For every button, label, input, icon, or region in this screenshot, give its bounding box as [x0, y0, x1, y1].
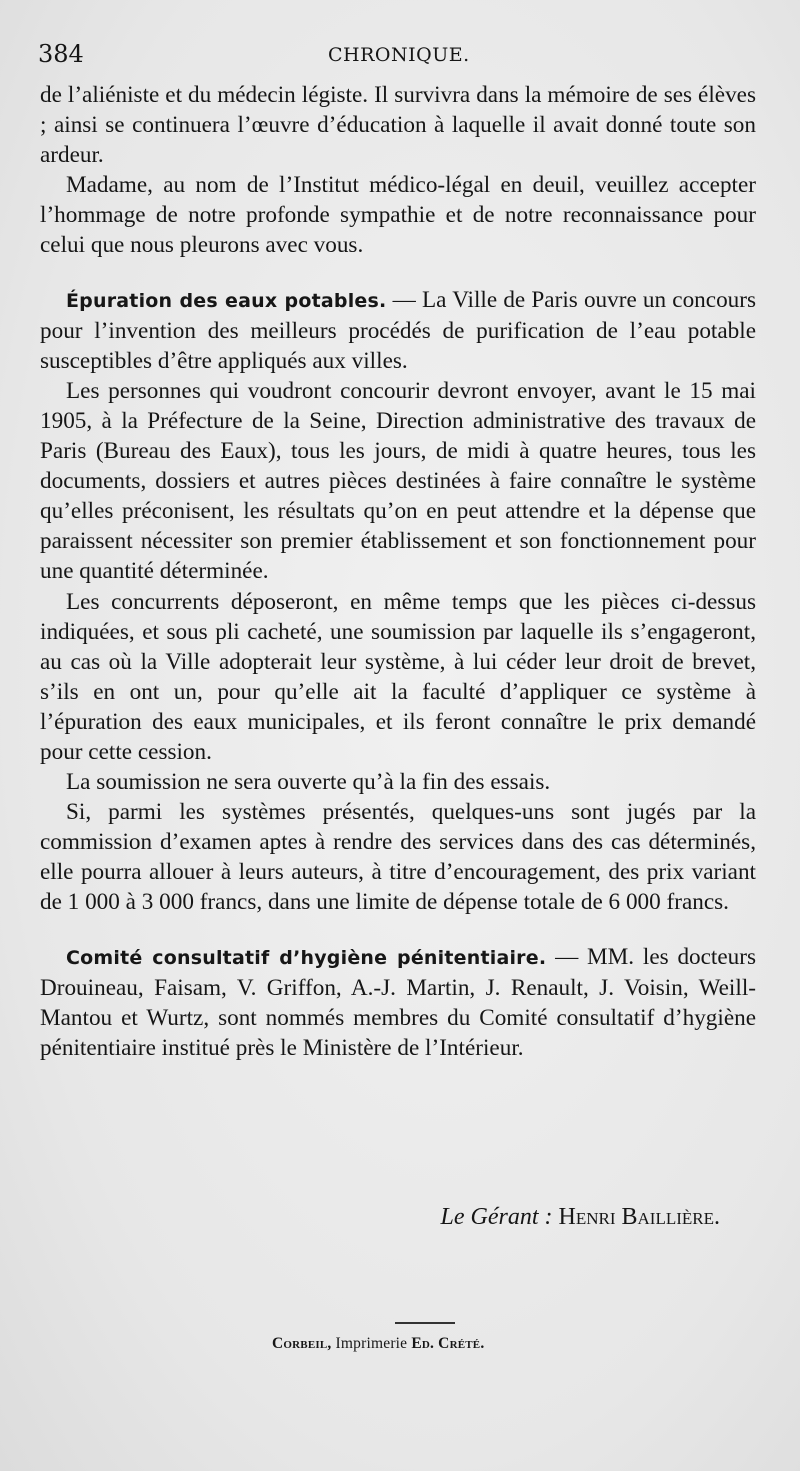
paragraph-submission-deadline: Les personnes qui voudront concourir devront envoyer, avant le 15 mai 1905, à la Préfecture de la Seine, Direction administrative des travaux de Paris (Bureau des Eaux), tous les jours, de midi à quatre heures, tous les documents, dossiers et autres pièces destinées à faire connaître le système qu’elles préconisent, les résultats qu’on en peut attendre et la dépense que paraissent nécessiter son premier établissement et son fonctionnement pour une quantité déterminée. [40, 377, 756, 585]
body-text [40, 80, 756, 1063]
running-title: CHRONIQUE. [328, 44, 470, 66]
page-number: 384 [38, 40, 84, 68]
section-heading-hygiene-committee: Comité consultatif d’hygiène pénitentiaire. [66, 946, 547, 969]
paragraph-eulogy-end: de l’aliéniste et du médecin légiste. Il survivra dans la mémoire de ses élèves ; ainsi se continuera l’œuvre d’éducation à laquelle il avait donné toute son ardeur. [40, 82, 756, 169]
paragraph-prizes: Si, parmi les systèmes présentés, quelques-uns sont jugés par la commission d’examen aptes à rendre des services dans des cas déterminés, elle pourra allouer à leurs auteurs, à titre d’encouragement, des prix variant de 1 000 à 3 000 francs, dans une limite de dépense totale de 6 000 francs. [40, 799, 756, 916]
paragraph-opening: La soumission ne sera ouverte qu’à la fin des essais. [66, 769, 551, 796]
signature-label: Le Gérant : [440, 1204, 553, 1230]
imprint-city: Corbeil, [272, 1335, 332, 1352]
imprint-text: Imprimerie [331, 1335, 412, 1352]
signature-name: Henri Baillière. [558, 1204, 720, 1230]
paragraph-water-purification-text: — La Ville de Paris ouvre un concours pour l’invention des meilleurs procédés de purification de l’eau potable susceptibles d’être appliqués aux villes. [40, 286, 756, 374]
divider-rule [395, 1322, 455, 1324]
printer-imprint [272, 1335, 484, 1353]
paragraph-hygiene-committee [40, 942, 756, 1063]
paragraph-condolence: Madame, au nom de l’Institut médico-légal en deuil, veuillez accepter l’hommage de notre profonde sympathie et de notre reconnaissance pour celui que nous pleurons avec vous. [40, 172, 756, 259]
paragraph-water-purification [40, 285, 756, 376]
page-header [38, 40, 758, 70]
signature [441, 1204, 720, 1231]
paragraph-sealed-submission: Les concurrents déposeront, en même temps que les pièces ci-dessus indiquées, et sous pli cacheté, une soumission par laquelle ils s’engageront, au cas où la Ville adopterait leur système, à lui céder leur droit de brevet, s’ils en ont un, pour qu’elle ait la faculté d’appliquer ce système à l’épuration des eaux municipales, et ils feront connaître le prix demandé pour cette cession. [40, 588, 756, 765]
section-heading-water-purification: Épuration des eaux potables. [66, 289, 387, 312]
imprint-printer: Ed. Crété. [411, 1335, 485, 1352]
paragraph-hygiene-committee-text: — MM. les docteurs Drouineau, Faisam, V. Griffon, A.-J. Martin, J. Renault, J. Voisin, Weill-Mantou et Wurtz, sont nommés membres du Comité consultatif d’hygiène pénitentiaire institué près le Ministère de l’Intérieur. [40, 943, 756, 1061]
